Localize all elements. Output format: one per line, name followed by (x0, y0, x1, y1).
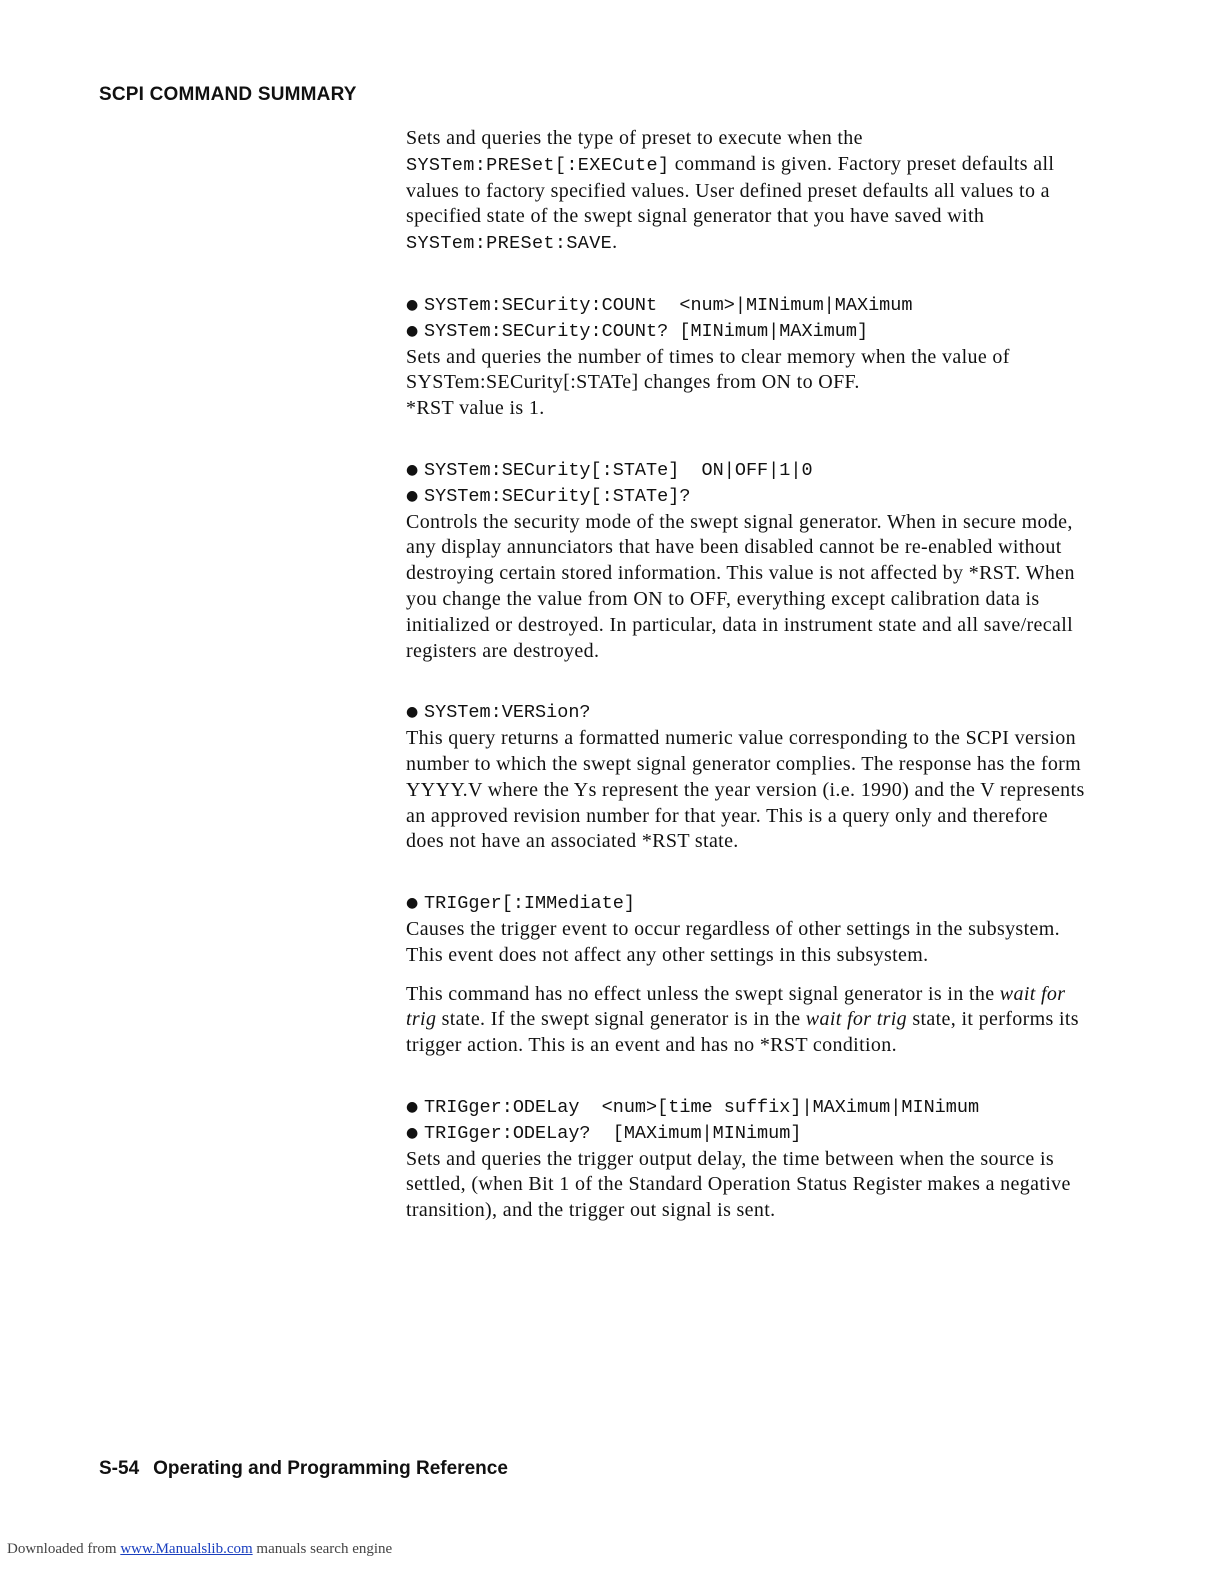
command-entry-security-count (406, 293, 1086, 422)
command-line: ● SYSTem:SECurity:COUNt <num>|MINimum|MAXimum (406, 293, 1086, 319)
command-description-note: This command has no effect unless the swept signal generator is in the wait for trig state. If the swept signal generator is in the wait for trig state, it performs its trigger action. This is an event and has no *RST condition. (406, 982, 1079, 1057)
inline-command: SYSTem:PRESet[:EXECute] (406, 154, 670, 176)
command-description: Sets and queries the trigger output delay, the time between when the source is settled, (when Bit 1 of the Standard Operation Status Register makes a negative transition), and the trigger out signal is sent. (406, 1147, 1071, 1222)
inline-command: SYSTem:PRESet:SAVE (406, 233, 613, 255)
bullet-icon: ● (406, 1124, 419, 1141)
bullet-icon: ● (406, 296, 419, 313)
page-content (406, 126, 1086, 1224)
command-line: ● SYSTem:SECurity[:STATe]? (406, 484, 1086, 510)
command-entry-security-state (406, 458, 1086, 664)
command-description: Causes the trigger event to occur regardless of other settings in the subsystem. This event does not affect any other settings in this subsystem. (406, 917, 1060, 966)
command-line: ● TRIGger:ODELay? [MAXimum|MINimum] (406, 1121, 1086, 1147)
bullet-icon: ● (406, 322, 419, 339)
command-line: ● TRIGger[:IMMediate] (406, 891, 1086, 917)
footer-title: Operating and Programming Reference (153, 1458, 508, 1479)
command-line: ● SYSTem:SECurity[:STATe] ON|OFF|1|0 (406, 458, 1086, 484)
command-line: ● SYSTem:VERSion? (406, 700, 1086, 726)
state-name: wait for trig (406, 982, 1066, 1031)
command-line: ● SYSTem:SECurity:COUNt? [MINimum|MAXimum] (406, 319, 1086, 345)
page-footer (99, 1458, 508, 1480)
bullet-icon: ● (406, 487, 419, 504)
section-header: SCPI COMMAND SUMMARY (99, 84, 357, 105)
download-source-note: Downloaded from www.Manualslib.com manuals search engine (7, 1541, 393, 1557)
rst-value: *RST value is 1. (406, 397, 545, 420)
state-name: wait for trig (805, 1008, 908, 1031)
bullet-icon: ● (406, 1098, 419, 1115)
command-description: Controls the security mode of the swept signal generator. When in secure mode, any display annunciators that have been disabled cannot be re-enabled without destroying certain stored information. This value is not affected by *RST. When you change the value from ON to OFF, everything except calibration data is initialized or destroyed. In particular, data in instrument state and all save/recall registers are destroyed. (406, 510, 1075, 662)
command-entry-trigger-odelay (406, 1095, 1086, 1224)
page-number: S-54 (99, 1458, 140, 1479)
manualslib-link[interactable]: www.Manualslib.com (120, 1541, 253, 1557)
command-description: Sets and queries the number of times to clear memory when the value of SYSTem:SECurity[:STATe] changes from ON to OFF. *RST value is 1. (406, 345, 1010, 420)
bullet-icon: ● (406, 461, 419, 478)
bullet-icon: ● (406, 895, 419, 912)
command-line: ● TRIGger:ODELay <num>[time suffix]|MAXimum|MINimum (406, 1095, 1086, 1121)
command-entry-trigger-immediate (406, 891, 1086, 1059)
intro-paragraph: Sets and queries the type of preset to execute when the SYSTem:PRESet[:EXECute] command is given. Factory preset defaults all values to factory specified values. User defined preset defaults all values to a specified state of the swept signal generator that you have saved with SYSTem:PRESet:SAVE. (406, 127, 1055, 255)
command-description: This query returns a formatted numeric value corresponding to the SCPI version number to which the swept signal generator complies. The response has the form YYYY.V where the Ys represent the year version (i.e. 1990) and the V represents an approved revision number for that year. This is a query only and therefore does not have an associated *RST state. (406, 727, 1085, 853)
command-entry-version (406, 700, 1086, 855)
bullet-icon: ● (406, 704, 419, 721)
